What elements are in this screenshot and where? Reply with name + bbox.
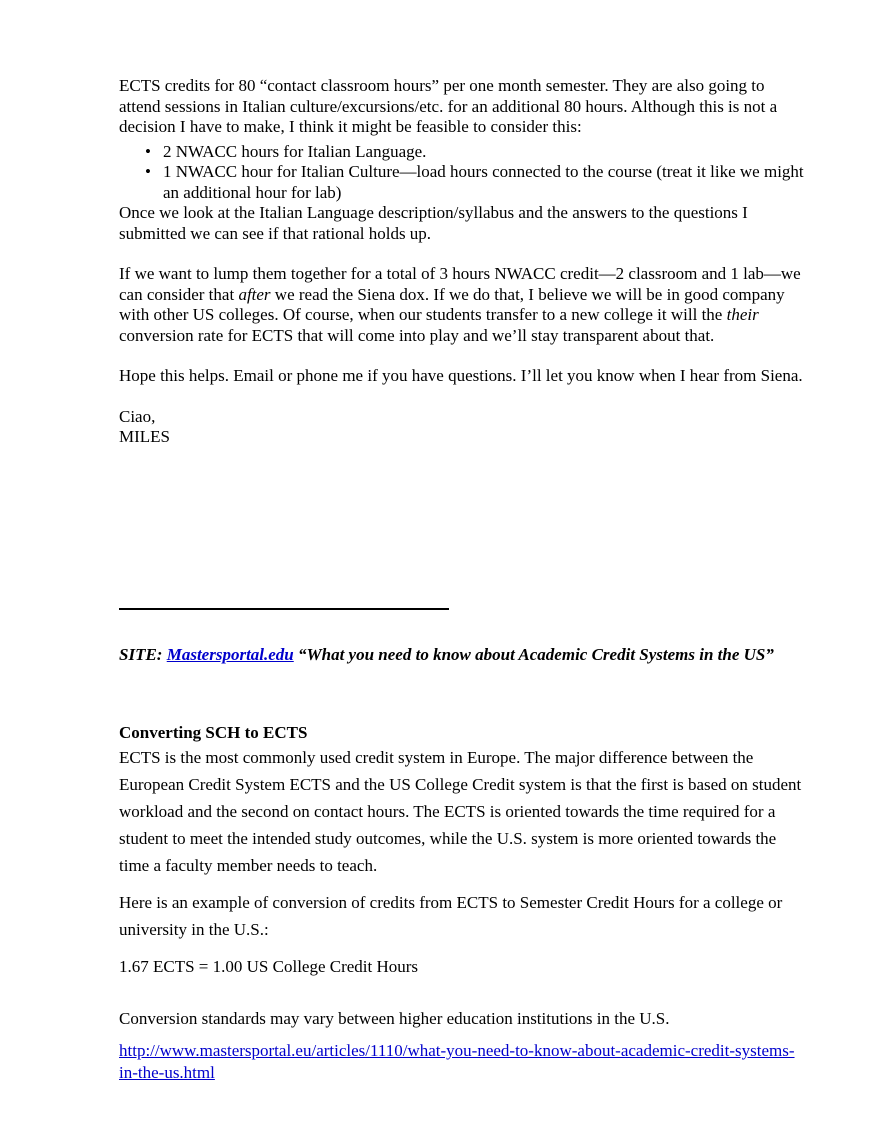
site-link[interactable]: Mastersportal.edu bbox=[166, 645, 294, 664]
bullet-list bbox=[119, 142, 809, 204]
site-citation bbox=[119, 642, 809, 668]
para3-emphasis-after: after bbox=[238, 284, 271, 304]
article-section bbox=[119, 722, 809, 980]
divider-line bbox=[119, 608, 449, 610]
bullet-item bbox=[145, 162, 809, 203]
letter-signature: MILES bbox=[119, 427, 170, 446]
source-url-link[interactable]: http://www.mastersportal.eu/articles/1110/what-you-need-to-know-about-academic-credit-systems-in-the-us.html bbox=[119, 1041, 795, 1082]
bullet-item bbox=[145, 141, 809, 163]
article-paragraph-1: ECTS is the most commonly used credit system in Europe. The major difference between the European Credit System ECTS and the US College Credit system is that the first is based on student workload and the second on contact hours. The ECTS is oriented towards the time required for a student to meet the intended study outcomes, while the U.S. system is more oriented towards the time a faculty member needs to teach. bbox=[119, 748, 802, 875]
article-heading: Converting SCH to ECTS bbox=[119, 723, 308, 742]
bullet-text: 1 NWACC hour for Italian Culture—load hours connected to the course (treat it like we might an additional hour for lab) bbox=[163, 162, 804, 202]
letter-paragraph-2: Once we look at the Italian Language description/syllabus and the answers to the questions I submitted we can see if that rational holds up. bbox=[119, 203, 748, 243]
site-title: “What you need to know about Academic Credit Systems in the US” bbox=[293, 645, 774, 664]
bullet-dot-icon: • bbox=[145, 162, 151, 181]
site-prefix: SITE: bbox=[119, 645, 167, 664]
conversion-note: Conversion standards may vary between higher education institutions in the U.S. bbox=[119, 1009, 670, 1028]
letter-closing: Ciao, bbox=[119, 406, 156, 426]
para3-text-c: conversion rate for ECTS that will come into play and we’ll stay transparent about that. bbox=[119, 325, 715, 345]
letter-paragraph-1: ECTS credits for 80 “contact classroom hours” per one month semester. They are also going to attend sessions in Italian culture/excursions/etc. for an additional 80 hours. Although this is not a decision I have to make, I think it might be feasible to consider this: bbox=[119, 76, 778, 136]
letter-paragraph-4: Hope this helps. Email or phone me if you have questions. I’ll let you know when I hear from Siena. bbox=[119, 366, 803, 385]
para3-text-b: we read the Siena dox. If we do that, I believe we will be in good company with other US colleges. Of course, when our students transfer to a new college it will the bbox=[119, 284, 785, 324]
para3-emphasis-their: their bbox=[726, 305, 759, 324]
bullet-dot-icon: • bbox=[145, 141, 151, 161]
letter-body bbox=[119, 76, 809, 448]
para3-text-a: If we want to lump them together for a total of 3 hours NWACC credit—2 classroom and 1 lab—we can consider that bbox=[119, 264, 801, 304]
conversion-formula: 1.67 ECTS = 1.00 US College Credit Hours bbox=[119, 957, 419, 976]
source-url-container bbox=[119, 1040, 809, 1082]
bullet-text: 2 NWACC hours for Italian Language. bbox=[163, 141, 427, 161]
letter-paragraph-3 bbox=[119, 264, 809, 346]
article-paragraph-2: Here is an example of conversion of credits from ECTS to Semester Credit Hours for a college or university in the U.S.: bbox=[119, 893, 783, 939]
